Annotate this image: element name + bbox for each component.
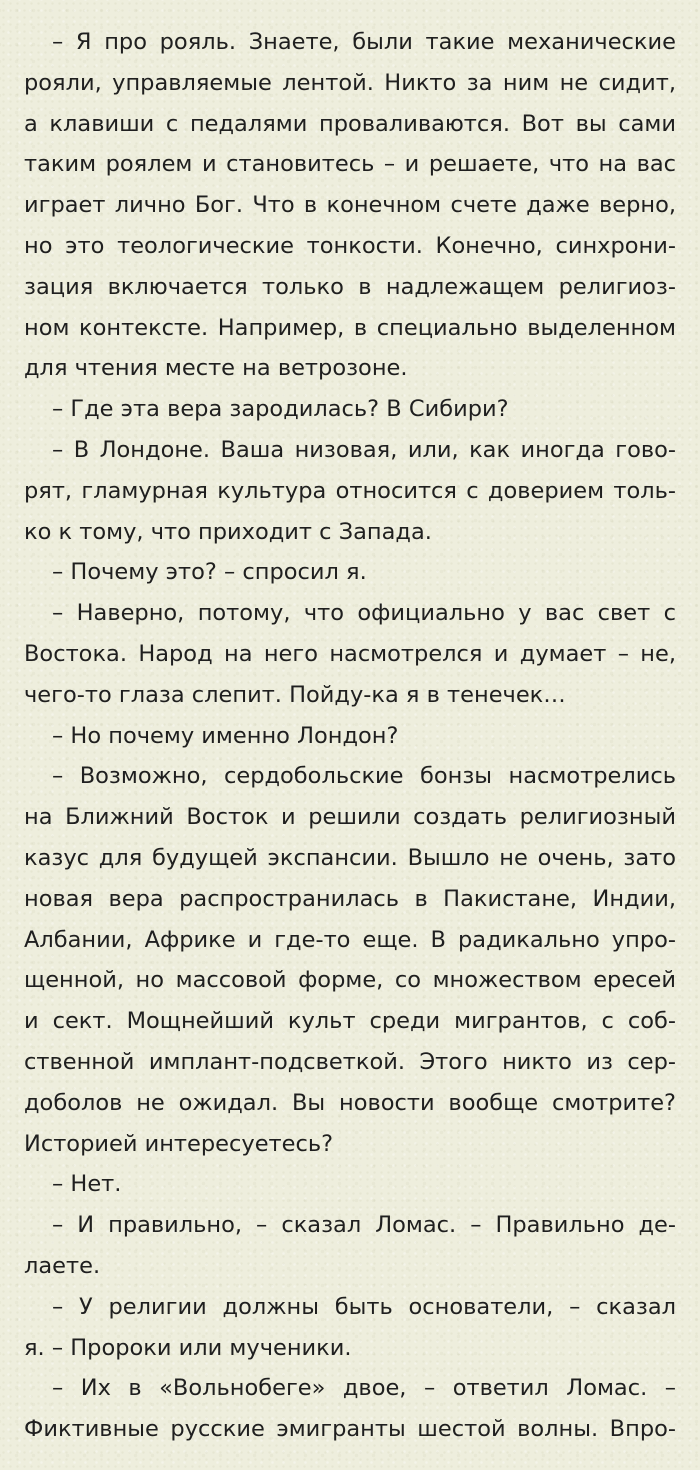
text-line: – У религии должны быть основатели, – сказал <box>52 1293 676 1320</box>
text-line: казус для будущей экспансии. Вышло не очень, зато <box>24 844 676 871</box>
text-line: ко к тому, что приходит с Запада. <box>24 518 432 545</box>
text-line: чего-то глаза слепит. Пойду-ка я в тенечек… <box>24 681 566 708</box>
text-line: – Где эта вера зародилась? В Сибири? <box>52 396 509 423</box>
text-line: Фиктивные русские эмигранты шестой волны. Впро- <box>24 1416 676 1443</box>
text-line: но это теологические тонкости. Конечно, синхрони- <box>24 232 676 259</box>
text-line: – Возможно, сердобольские бонзы насмотрелись <box>52 763 676 790</box>
text-line: зация включается только в надлежащем религиоз- <box>24 273 676 300</box>
text-line: я. – Пророки или мученики. <box>24 1334 352 1361</box>
text-line: – Почему это? – спросил я. <box>52 559 367 586</box>
text-line: Востока. Народ на него насмотрелся и думает – не, <box>24 640 676 667</box>
text-line: – Нет. <box>52 1171 122 1198</box>
text-line: на Ближний Восток и решили создать религиозный <box>24 804 676 831</box>
text-line: рояли, управляемые лентой. Никто за ним не сидит, <box>24 69 676 96</box>
text-line: и сект. Мощнейший культ среди мигрантов, с соб- <box>24 1008 676 1035</box>
text-line: – Наверно, потому, что официально у вас свет с <box>52 600 676 627</box>
text-line: новая вера распространилась в Пакистане, Индии, <box>24 885 676 912</box>
text-line: для чтения месте на ветрозоне. <box>24 355 408 382</box>
text-line: – И правильно, – сказал Ломас. – Правильно де- <box>52 1212 676 1239</box>
text-line: ном контексте. Например, в специально выделенном <box>24 314 676 341</box>
text-line: – В Лондоне. Ваша низовая, или, как иногда гово- <box>52 436 676 463</box>
text-line: рят, гламурная культура относится с доверием толь- <box>24 477 676 504</box>
text-line: таким роялем и становитесь – и решаете, что на вас <box>24 151 676 178</box>
text-line: щенной, но массовой форме, со множеством ересей <box>24 967 676 994</box>
text-line: доболов не ожидал. Вы новости вообще смотрите? <box>24 1089 676 1116</box>
text-line: а клавиши с педалями проваливаются. Вот вы сами <box>24 110 676 137</box>
book-page-text <box>24 22 676 1450</box>
text-line: ственной имплант-подсветкой. Этого никто из сер- <box>24 1048 676 1075</box>
text-line: Историей интересуетесь? <box>24 1130 334 1157</box>
text-line: – Но почему именно Лондон? <box>52 722 399 749</box>
text-line: лаете. <box>24 1252 101 1279</box>
text-line: – Их в «Вольнобеге» двое, – ответил Ломас. – <box>52 1375 676 1402</box>
text-line: – Я про рояль. Знаете, были такие механические <box>52 29 676 55</box>
text-line: Албании, Африке и где-то еще. В радикально упро- <box>24 926 676 953</box>
text-line: играет лично Бог. Что в конечном счете даже верно, <box>24 192 676 219</box>
